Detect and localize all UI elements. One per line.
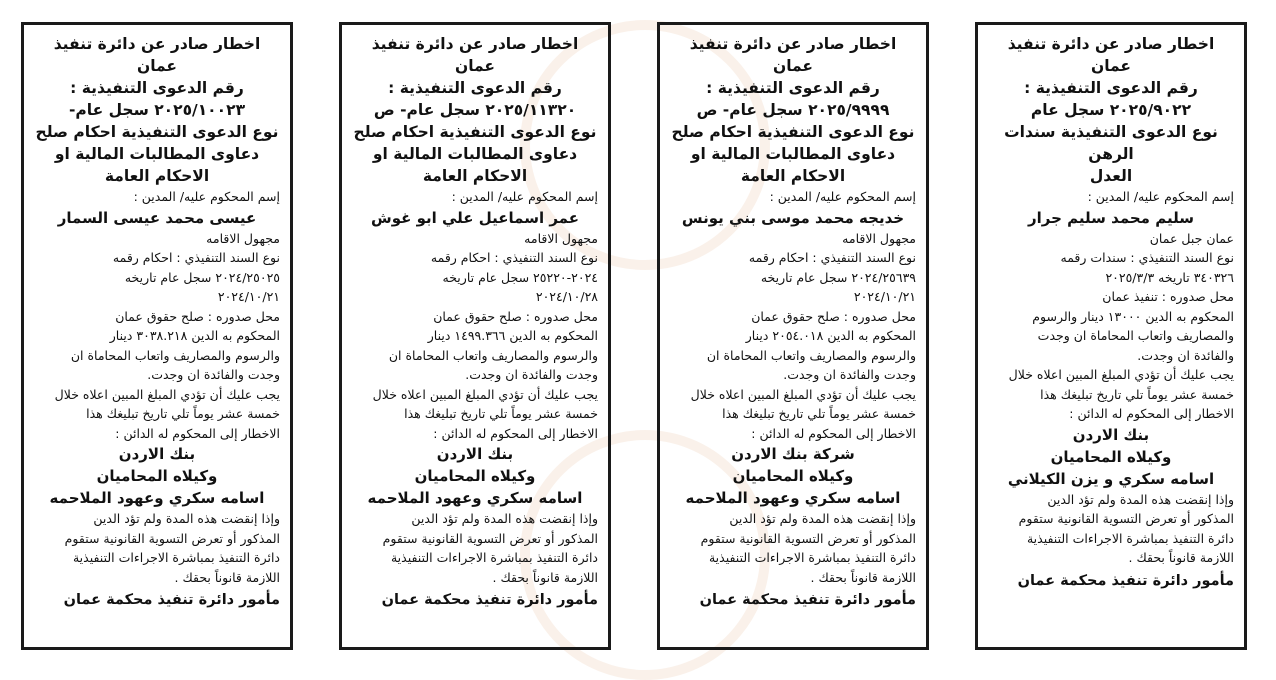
notice-header-line: اخطار صادر عن دائرة تنفيذ عمان <box>371 35 579 75</box>
closing-line: وإذا إنقضت هذه المدة ولم تؤد الدين <box>411 511 598 526</box>
creditor-line: اسامه سكري وعهود الملاحمه <box>49 489 265 507</box>
payment-notice-line: الاخطار إلى المحكوم له الدائن : <box>115 425 280 441</box>
creditor-line: وكيلاه المحاميان <box>96 467 218 485</box>
amount-line: المحكوم به الدين ٣٠٣٨.٢١٨ دينار <box>109 328 280 343</box>
closing-line: دائرة التنفيذ بمباشرة الاجراءات التنفيذية <box>1026 530 1234 546</box>
debtor-name: سليم محمد سليم جرار <box>1028 208 1194 227</box>
creditor-line: بنك الاردن <box>1072 425 1150 444</box>
amount-line: والرسوم والمصاريف واتعاب المحاماة ان <box>70 347 280 363</box>
creditor-line: اسامه سكري و يزن الكيلاني <box>1007 469 1215 488</box>
notice-header-line: نوع الدعوى التنفيذية احكام صلح <box>35 123 279 141</box>
notice-header-line: دعاوى المطالبات المالية او الاحكام العامة <box>690 145 896 185</box>
notice-header-line: اخطار صادر عن دائرة تنفيذ عمان <box>689 35 897 75</box>
debtor-label: إسم المحكوم عليه/ المدين : <box>451 189 598 204</box>
notice-header-line: دعاوى المطالبات المالية او الاحكام العامة <box>54 145 260 185</box>
amount-line: والرسوم والمصاريف واتعاب المحاماة ان <box>388 347 598 363</box>
closing-line: وإذا إنقضت هذه المدة ولم تؤد الدين <box>93 511 280 526</box>
debtor-address: مجهول الاقامه <box>206 230 280 246</box>
bond-line: ٢٠٢٤/٢٥٦٣٩ سجل عام تاريخه <box>760 269 916 285</box>
notice-header-line: اخطار صادر عن دائرة تنفيذ عمان <box>53 35 261 75</box>
notice-header-line: العدل <box>1089 167 1133 185</box>
amount-line: وجدت والفائدة ان وجدت. <box>465 367 598 382</box>
bond-line: نوع السند التنفيذي : احكام رقمه <box>748 250 916 265</box>
debtor-label: إسم المحكوم عليه/ المدين : <box>769 189 916 204</box>
closing-line: دائرة التنفيذ بمباشرة الاجراءات التنفيذية <box>72 550 280 565</box>
notice-footer: مأمور دائرة تنفيذ محكمة عمان <box>63 592 280 608</box>
notice-header-line: رقم الدعوى التنفيذية : <box>70 79 244 97</box>
payment-notice-line: الاخطار إلى المحكوم له الدائن : <box>1069 406 1234 421</box>
notice-header-line: رقم الدعوى التنفيذية : <box>706 79 880 97</box>
notice-footer: مأمور دائرة تنفيذ محكمة عمان <box>699 592 916 608</box>
closing-line: المذكور أو تعرض التسوية القانونية ستقوم <box>1018 511 1234 526</box>
notice-card <box>21 22 293 650</box>
notice-header-line: رقم الدعوى التنفيذية : <box>1024 79 1198 97</box>
bond-line: ٢٠٢٤/١٠/٢٨ <box>535 289 598 304</box>
amount-line: والفائدة ان وجدت. <box>1137 347 1234 363</box>
bond-line: ٢٠٢٤-٢٥٢٢٠ سجل عام تاريخه <box>442 269 598 285</box>
bond-source: محل صدوره : صلح حقوق عمان <box>115 308 280 324</box>
creditor-line: بنك الاردن <box>436 445 514 463</box>
closing-line: اللازمة قانوناً بحقك . <box>810 569 916 585</box>
closing-line: دائرة التنفيذ بمباشرة الاجراءات التنفيذية <box>708 550 916 565</box>
bond-line: ٢٠٢٤/١٠/٢١ <box>853 289 916 304</box>
creditor-line: بنك الاردن <box>118 445 196 463</box>
notice-footer: مأمور دائرة تنفيذ محكمة عمان <box>381 592 598 608</box>
debtor-name: عمر اسماعيل علي ابو غوش <box>371 208 579 227</box>
payment-notice-line: يجب عليك أن تؤدي المبلغ المبين اعلاه خلال <box>690 386 916 402</box>
debtor-address: عمان جبل عمان <box>1149 230 1234 246</box>
creditor-line: وكيلاه المحاميان <box>732 467 854 485</box>
amount-line: المحكوم به الدين ١٣٠٠٠ دينار والرسوم <box>1032 308 1234 324</box>
amount-line: والرسوم والمصاريف واتعاب المحاماة ان <box>706 347 916 363</box>
amount-line: وجدت والفائدة ان وجدت. <box>147 367 280 382</box>
closing-line: المذكور أو تعرض التسوية القانونية ستقوم <box>64 530 280 546</box>
creditor-line: شركة بنك الاردن <box>731 445 855 463</box>
debtor-label: إسم المحكوم عليه/ المدين : <box>133 189 280 204</box>
creditor-line: وكيلاه المحاميان <box>414 467 536 485</box>
closing-line: دائرة التنفيذ بمباشرة الاجراءات التنفيذية <box>390 550 598 565</box>
closing-line: المذكور أو تعرض التسوية القانونية ستقوم <box>382 530 598 546</box>
payment-notice-line: خمسة عشر يوماً تلي تاريخ تبليغك هذا <box>1040 386 1234 402</box>
notice-card <box>657 22 929 650</box>
payment-notice-line: خمسة عشر يوماً تلي تاريخ تبليغك هذا <box>86 406 280 421</box>
payment-notice-line: خمسة عشر يوماً تلي تاريخ تبليغك هذا <box>404 406 598 421</box>
notice-header-line: ٢٠٢٥/١٠٠٢٣ سجل عام- <box>68 101 246 119</box>
bond-line: ٢٠٢٤/٢٥٠٢٥ سجل عام تاريخه <box>124 269 280 285</box>
notice-header-line: نوع الدعوى التنفيذية احكام صلح <box>353 123 597 141</box>
amount-line: المحكوم به الدين ٢٠٥٤.٠١٨ دينار <box>745 328 916 343</box>
notice-header-line: ٢٠٢٥/١١٣٢٠ سجل عام- ص <box>373 101 577 119</box>
closing-line: وإذا إنقضت هذه المدة ولم تؤد الدين <box>1047 491 1234 507</box>
amount-line: المحكوم به الدين ١٤٩٩.٣٦٦ دينار <box>427 328 598 343</box>
closing-line: المذكور أو تعرض التسوية القانونية ستقوم <box>700 530 916 546</box>
notice-card <box>975 22 1247 650</box>
amount-line: وجدت والفائدة ان وجدت. <box>783 367 916 382</box>
notice-card <box>339 22 611 650</box>
creditor-line: اسامه سكري وعهود الملاحمه <box>367 489 583 507</box>
payment-notice-line: يجب عليك أن تؤدي المبلغ المبين اعلاه خلال <box>1008 367 1234 382</box>
payment-notice-line: خمسة عشر يوماً تلي تاريخ تبليغك هذا <box>722 406 916 421</box>
closing-line: اللازمة قانوناً بحقك . <box>174 569 280 585</box>
debtor-label: إسم المحكوم عليه/ المدين : <box>1087 189 1234 204</box>
payment-notice-line: الاخطار إلى المحكوم له الدائن : <box>751 425 916 441</box>
notice-footer: مأمور دائرة تنفيذ محكمة عمان <box>1017 572 1234 589</box>
bond-line: نوع السند التنفيذي : سندات رقمه <box>1060 250 1234 265</box>
payment-notice-line: يجب عليك أن تؤدي المبلغ المبين اعلاه خلال <box>372 386 598 402</box>
debtor-address: مجهول الاقامه <box>524 230 598 246</box>
creditor-line: اسامه سكري وعهود الملاحمه <box>685 489 901 507</box>
closing-line: وإذا إنقضت هذه المدة ولم تؤد الدين <box>729 511 916 526</box>
notice-header-line: ٢٠٢٥/٩٠٢٢ سجل عام <box>1030 101 1192 119</box>
debtor-address: مجهول الاقامه <box>842 230 916 246</box>
debtor-name: عيسى محمد عيسى السمار <box>57 208 257 227</box>
bond-source: محل صدوره : تنفيذ عمان <box>1102 289 1234 304</box>
bond-line: ٢٠٢٤/١٠/٢١ <box>217 289 280 304</box>
bond-line: نوع السند التنفيذي : احكام رقمه <box>112 250 280 265</box>
notice-header-line: رقم الدعوى التنفيذية : <box>388 79 562 97</box>
creditor-line: وكيلاه المحاميان <box>1050 447 1172 466</box>
bond-source: محل صدوره : صلح حقوق عمان <box>433 308 598 324</box>
payment-notice-line: يجب عليك أن تؤدي المبلغ المبين اعلاه خلال <box>54 386 280 402</box>
notice-header-line: نوع الدعوى التنفيذية احكام صلح <box>671 123 915 141</box>
debtor-name: خديجه محمد موسى بني يونس <box>681 208 905 227</box>
closing-line: اللازمة قانوناً بحقك . <box>1128 550 1234 565</box>
notice-header-line: نوع الدعوى التنفيذية سندات الرهن <box>1004 123 1218 163</box>
bond-line: ٣٤٠٣٢٦ تاريخه ٢٠٢٥/٣/٣ <box>1105 269 1234 285</box>
payment-notice-line: الاخطار إلى المحكوم له الدائن : <box>433 425 598 441</box>
bond-source: محل صدوره : صلح حقوق عمان <box>751 308 916 324</box>
closing-line: اللازمة قانوناً بحقك . <box>492 569 598 585</box>
notice-header-line: دعاوى المطالبات المالية او الاحكام العامة <box>372 145 578 185</box>
notice-header-line: ٢٠٢٥/٩٩٩٩ سجل عام- ص <box>696 101 890 119</box>
amount-line: والمصاريف واتعاب المحاماة ان وجدت <box>1037 328 1234 343</box>
notice-header-line: اخطار صادر عن دائرة تنفيذ عمان <box>1007 35 1215 75</box>
bond-line: نوع السند التنفيذي : احكام رقمه <box>430 250 598 265</box>
